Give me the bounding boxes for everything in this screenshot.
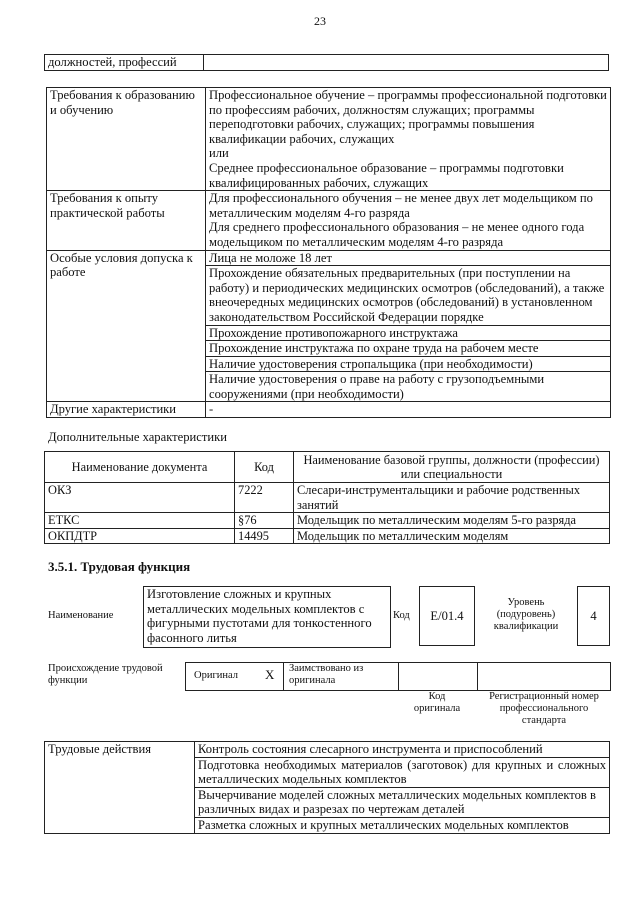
function-name-label: Наименование (48, 610, 114, 621)
page-number: 23 (314, 14, 326, 28)
doc-cell-name: ОКЗ (45, 483, 235, 513)
function-name-box: Изготовление сложных и крупных металлических модельных комплектов с фигурными пустотами для тонкостенного фасонного литья (143, 586, 391, 648)
table-row (45, 55, 609, 71)
origin-divider (283, 662, 284, 690)
admission-item: Прохождение противопожарного инструктажа (206, 325, 611, 341)
experience-label: Требования к опыту практической работы (47, 191, 206, 250)
function-code-box: E/01.4 (419, 586, 475, 646)
experience-value (206, 191, 611, 250)
action-item: Контроль состояния слесарного инструмента и приспособлений (195, 742, 610, 758)
other-label: Другие характеристики (47, 402, 206, 418)
education-line: или (209, 146, 229, 161)
doc-header-code: Код (235, 452, 294, 483)
requirements-table (46, 87, 611, 418)
origin-original-mark: X (265, 667, 275, 682)
doc-cell-name: ЕТКС (45, 513, 235, 529)
admission-item: Наличие удостоверения о праве на работу с грузоподъемными сооружениями (при необходимости) (206, 372, 611, 402)
table-row (47, 191, 611, 250)
admission-label: Особые условия допуска к работе (47, 250, 206, 402)
doc-cell-group: Слесари-инструментальщики и рабочие родственных занятий (294, 483, 610, 513)
doc-cell-group: Модельщик по металлическим моделям (294, 528, 610, 544)
doc-cell-code: 7222 (235, 483, 294, 513)
continuation-value (204, 55, 609, 71)
function-level-box: 4 (577, 586, 610, 646)
labor-actions-table (44, 741, 610, 834)
education-label: Требования к образованию и обучению (47, 88, 206, 191)
education-line: Профессиональное обучение – программы профессиональной подготовки по профессиям рабочих, должностям служащих; программы переподготовки рабочих, служащих; программы повышения квалификации рабочих, служащих (209, 88, 607, 146)
origin-original-label: Оригинал (194, 670, 238, 681)
admission-item: Наличие удостоверения стропальщика (при необходимости) (206, 356, 611, 372)
doc-cell-code: §76 (235, 513, 294, 529)
table-row (47, 88, 611, 191)
documents-table (44, 451, 610, 544)
doc-cell-code: 14495 (235, 528, 294, 544)
doc-cell-group: Модельщик по металлическим моделям 5-го разряда (294, 513, 610, 529)
function-code-label: Код (393, 610, 410, 621)
experience-line: Для среднего профессионального образования – не менее одного года модельщиком по металлическим моделям 4-го разряда (209, 220, 585, 249)
function-heading: 3.5.1. Трудовая функция (48, 559, 191, 574)
table-header-row (45, 452, 610, 483)
admission-item: Прохождение обязательных предварительных (при поступлении на работу) и периодических медицинских осмотров (обследований), а также внеочередных медицинских осмотров (обследований) в установленном законодательством Российской Федерации порядке (206, 266, 611, 325)
table-row (45, 513, 610, 529)
origin-code-caption: Код оригинала (413, 691, 461, 714)
education-line: Среднее профессиональное образование – программы подготовки квалифицированных рабочих, служащих (209, 160, 564, 190)
education-value (206, 88, 611, 191)
doc-header-name: Наименование документа (45, 452, 235, 483)
origin-label: Происхождение трудовой функции (48, 663, 163, 686)
continuation-label: должностей, профессий (45, 55, 204, 71)
table-row (47, 250, 611, 266)
table-row (47, 402, 611, 418)
table-row (45, 483, 610, 513)
admission-item: Прохождение инструктажа по охране труда на рабочем месте (206, 341, 611, 357)
action-item: Разметка сложных и крупных металлических модельных комплектов (195, 817, 610, 833)
origin-divider (398, 662, 399, 690)
origin-borrowed-label: Заимствовано из оригинала (289, 663, 364, 686)
admission-item: Лица не моложе 18 лет (206, 250, 611, 266)
actions-label: Трудовые действия (45, 742, 195, 834)
continuation-table (44, 54, 609, 71)
action-item: Вычерчивание моделей сложных металлических модельных комплектов в различных видах и разрезах по чертежам деталей (195, 787, 610, 817)
origin-reg-caption: Регистрационный номер профессионального стандарта (489, 691, 599, 726)
doc-header-group: Наименование базовой группы, должности (профессии) или специальности (294, 452, 610, 483)
doc-cell-name: ОКПДТР (45, 528, 235, 544)
other-value: - (206, 402, 611, 418)
table-row (45, 528, 610, 544)
origin-divider (477, 662, 478, 690)
action-item: Подготовка необходимых материалов (заготовок) для крупных и сложных металлических модельных комплектов (195, 757, 610, 787)
table-row (45, 742, 610, 758)
experience-line: Для профессионального обучения – не менее двух лет модельщиком по металлическим моделям 4-го разряда (209, 191, 593, 220)
additional-title: Дополнительные характеристики (48, 430, 227, 444)
function-level-label: Уровень (подуровень) квалификации (493, 597, 559, 632)
